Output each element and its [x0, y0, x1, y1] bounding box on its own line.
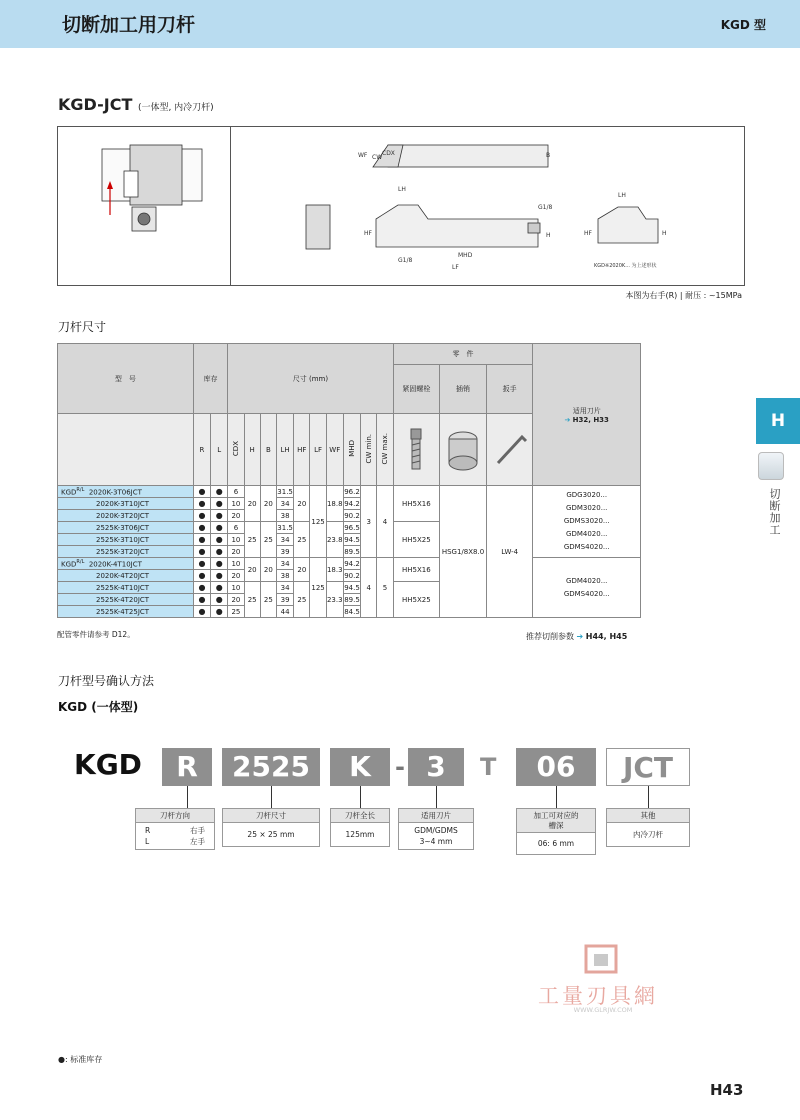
th-r: R — [193, 414, 210, 486]
code-t: T — [480, 753, 497, 781]
code-lead: KGD — [74, 748, 142, 781]
side-label: 切断加工 — [768, 488, 781, 536]
th-cdx: CDX — [231, 440, 240, 457]
svg-text:LH: LH — [618, 192, 626, 199]
table-row-model: 2525K-3T06JCT — [58, 522, 194, 534]
code-separator: - — [395, 753, 405, 781]
section-tab-h[interactable]: H — [756, 398, 800, 444]
th-insert-label: 适用刀片 — [572, 406, 601, 415]
table-row-model: 2020K-4T20JCT — [58, 570, 194, 582]
holder-dimension-table: 型 号 库存 尺寸 (mm) 零 件 适用刀片 ➔ H32, H33 紧固螺栓 插销 扳手 R L CDX H B LH HF LF WF MHD CW min. CW max. $KGD^{R/L}$ 2020K-3T06JCT ● ● 6 20 20 31.5 20 125 18.8 96.2 3 4 HH5X16 HSG1/8X8.0 LW-4 GDG3020... GDM3020... GDMS3020... GDM4020... GDMS4020... 2020K-3T10JCT ● ● 10 34 94.2 2020K-3T20JCT ● ● 20 38 90.2 2525K-3T06JCT ● ● 6 25 25 31.5 25 23.8 96.5 HH5X25 2525K-3T10JCT ● ● 10 34 94.5 2525K-3T20JCT ● ● 20 39 89.5 $KGD^{R/L}$ 2020K-4T10JCT ● ● 10 20 20 34 20 125 18.3 94.2 4 5 HH5X16 GDM4020... GDMS4020... 2020K-4T20JCT ● ● 20 38 90.2 2525K-4T10JCT ● ● 10 25 25 34 25 23.3 94.5 HH5X25 2525K-4T20JCT ● ● 20 39 89.5 2525K-4T25JCT ● ● 25 44 84.5 — [57, 343, 641, 618]
table-row-model: $KGD^{R/L}$ 2020K-3T06JCT — [58, 486, 194, 498]
th-dims: 尺寸 (mm) — [228, 344, 393, 414]
ref-arrow-icon: ➔ — [576, 632, 584, 641]
cell-cdx: 6 — [228, 486, 244, 498]
th-wrench-img — [486, 414, 533, 486]
svg-text:H: H — [546, 232, 551, 239]
cutting-params-ref: 推荐切削参数 ➔ H44, H45 — [526, 632, 628, 641]
explain-depth: 加工可对应的 槽深 06: 6 mm — [516, 808, 596, 855]
svg-text:LF: LF — [452, 264, 459, 271]
table-row-model: 2020K-3T10JCT — [58, 498, 194, 510]
table-row-model: 2525K-3T20JCT — [58, 546, 194, 558]
page-number: H43 — [710, 1081, 744, 1099]
th-h: H — [244, 414, 260, 486]
page-type: KGD 型 — [720, 18, 766, 32]
technical-drawing — [57, 126, 745, 286]
th-wf: WF — [326, 414, 343, 486]
th-cwmax: CW max. — [380, 432, 389, 465]
drawing-small-note: KGD※2020K... 为上述形状 — [594, 263, 657, 269]
th-cwmin: CW min. — [364, 433, 373, 464]
table-row-model: 2525K-4T10JCT — [58, 582, 194, 594]
table-row-model: $KGD^{R/L}$ 2020K-4T10JCT — [58, 558, 194, 570]
drawing-svg — [58, 127, 744, 285]
svg-text:B: B — [546, 152, 551, 159]
cell-wf: 18.8 — [326, 486, 343, 522]
table-row-model: 2525K-4T20JCT — [58, 594, 194, 606]
watermark-url: WWW.GLRJW.COM — [573, 1006, 633, 1014]
connector-line — [271, 786, 272, 808]
table-row-model: 2525K-4T25JCT — [58, 606, 194, 618]
code-direction: R — [162, 748, 212, 786]
cell-cwmax: 4 — [377, 486, 393, 558]
header-bar — [0, 0, 800, 48]
th-pin: 插销 — [440, 364, 487, 413]
th-l: L — [211, 414, 228, 486]
svg-text:CDX: CDX — [382, 150, 395, 157]
cell-b: 20 — [260, 486, 276, 522]
stock-r: ● — [193, 486, 210, 498]
page-title: 切断加工用刀杆 — [62, 14, 196, 36]
th-b: B — [260, 414, 276, 486]
explain-direction: 刀杆方向 R 右手 L 左手 — [135, 808, 215, 850]
cutting-params-link[interactable]: H44, H45 — [585, 632, 628, 641]
th-wrench: 扳手 — [486, 364, 533, 413]
hex-wrench-icon — [492, 427, 528, 471]
cell-hf: 20 — [294, 486, 310, 522]
code-insert-width: 3 — [408, 748, 464, 786]
cell-h: 20 — [244, 486, 260, 522]
cell-lf: 125 — [310, 486, 326, 558]
svg-text:CW: CW — [372, 154, 383, 161]
connector-line — [648, 786, 649, 808]
code-depth: 06 — [516, 748, 596, 786]
product-title — [58, 95, 214, 114]
section-code-subtitle: KGD (一体型) — [58, 700, 139, 714]
connector-line — [360, 786, 361, 808]
cell-mhd: 96.2 — [344, 487, 360, 496]
code-length: K — [330, 748, 390, 786]
explain-insert: 适用刀片 GDM/GDMS 3~4 mm — [398, 808, 474, 850]
svg-text:HF: HF — [364, 230, 372, 237]
explain-size: 刀杆尺寸 25 × 25 mm — [222, 808, 320, 847]
svg-text:H: H — [662, 230, 667, 237]
connector-line — [436, 786, 437, 808]
cell-screw: HH5X16 — [393, 486, 440, 522]
th-lh: LH — [276, 414, 293, 486]
cell-wrench: LW-4 — [486, 486, 533, 618]
svg-text:MHD: MHD — [458, 252, 473, 259]
label-wf: WF — [358, 152, 368, 159]
th-insert-ref[interactable]: H32, H33 — [572, 415, 609, 424]
svg-text:G1/8: G1/8 — [398, 257, 413, 264]
th-screw: 紧固螺栓 — [393, 364, 440, 413]
th-hf: HF — [294, 414, 310, 486]
svg-text:HF: HF — [584, 230, 592, 237]
explain-other: 其他 内冷刀杆 — [606, 808, 690, 847]
svg-text:LH: LH — [398, 186, 406, 193]
table-footnote: 配管零件请参考 D12。 — [57, 630, 135, 639]
th-parts: 零 件 — [393, 344, 533, 365]
th-mhd: MHD — [348, 440, 356, 457]
th-pin-img — [440, 414, 487, 486]
th-insert — [533, 344, 641, 486]
cell-inserts-g1: GDG3020... GDM3020... GDMS3020... GDM4020... GDMS4020... — [533, 486, 641, 558]
code-size: 2525 — [222, 748, 320, 786]
product-subtitle: (一体型, 内冷刀杆) — [137, 103, 214, 113]
product-code: KGD-JCT — [58, 95, 133, 114]
table-row-model: 2525K-3T10JCT — [58, 534, 194, 546]
svg-text:G1/8: G1/8 — [538, 204, 553, 211]
th-screw-img — [393, 414, 440, 486]
th-model-blank — [58, 414, 194, 486]
th-stock: 库存 — [193, 344, 227, 414]
table-row-model: 2020K-3T20JCT — [58, 510, 194, 522]
cutoff-tool-icon — [758, 452, 784, 480]
connector-line — [187, 786, 188, 808]
cell-inserts-g2: GDM4020... GDMS4020... — [533, 558, 641, 618]
section-code-title: 刀杆型号确认方法 — [58, 674, 155, 688]
watermark-text: 工量刃具網 — [538, 984, 658, 1008]
cell-cwmin: 3 — [361, 486, 377, 558]
th-lf: LF — [310, 414, 326, 486]
legend-stock: ●: 标准库存 — [58, 1055, 103, 1064]
th-model: 型 号 — [58, 344, 194, 414]
section-dims-title: 刀杆尺寸 — [58, 320, 107, 334]
stock-l: ● — [211, 486, 228, 498]
pin-icon — [445, 427, 481, 471]
drawing-note: 本图为右手(R) | 耐压 : ~15MPa — [625, 291, 742, 300]
bolt-icon — [406, 427, 426, 471]
watermark-logo-icon — [584, 944, 618, 974]
cell-lh: 31.5 — [277, 487, 293, 496]
cell-pin: HSG1/8X8.0 — [440, 486, 487, 618]
connector-line — [556, 786, 557, 808]
ref-arrow-icon: ➔ — [564, 415, 571, 424]
explain-length: 刀杆全长 125mm — [330, 808, 390, 847]
code-other: JCT — [606, 748, 690, 786]
